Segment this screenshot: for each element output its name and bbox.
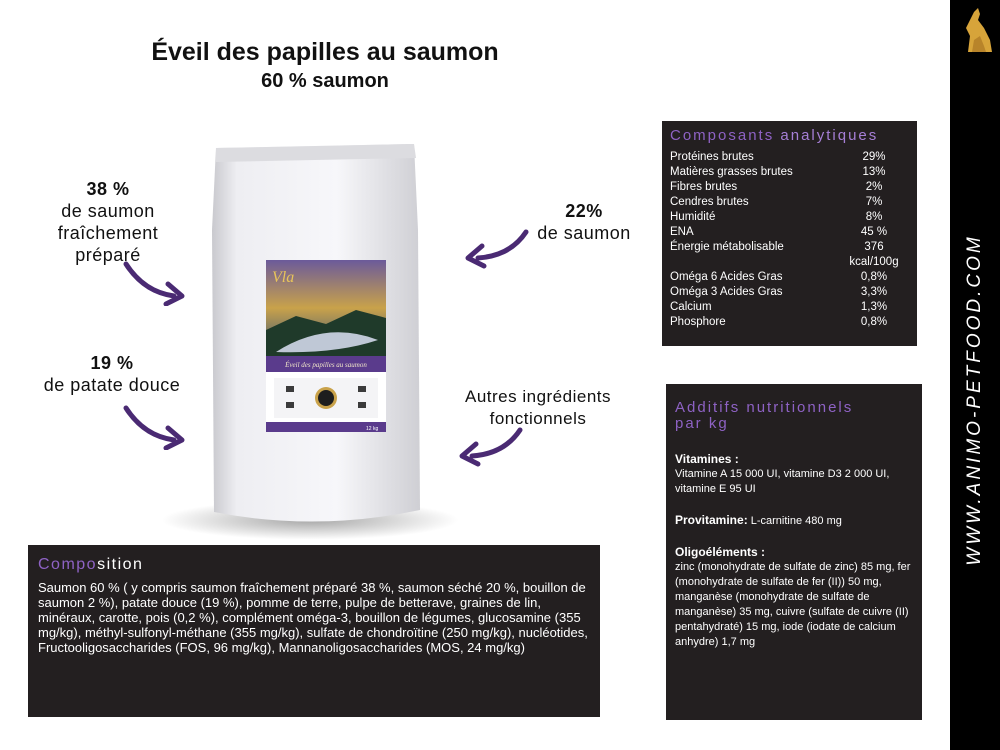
analytics-panel bbox=[662, 121, 917, 346]
analytics-row bbox=[670, 165, 909, 180]
callout-salmon-fresh-pct: 38 % bbox=[86, 179, 130, 199]
analytics-row bbox=[670, 225, 909, 240]
analytics-label: Protéines brutes bbox=[670, 151, 754, 163]
additifs-panel bbox=[666, 384, 922, 720]
callout-salmon-fresh bbox=[38, 178, 178, 266]
callout-sweet-potato-text: de patate douce bbox=[43, 375, 181, 395]
arrow-left-top-icon bbox=[120, 258, 190, 306]
analytics-value: 3,3% bbox=[860, 286, 888, 298]
analytics-row bbox=[670, 180, 909, 195]
analytics-label: Énergie métabolisable bbox=[670, 241, 784, 253]
analytics-row bbox=[670, 195, 909, 210]
analytics-value: 7% bbox=[865, 196, 883, 208]
oligo-heading: Oligoéléments : bbox=[675, 545, 766, 559]
website-url: WWW.ANIMO-PETFOOD.COM bbox=[964, 234, 985, 566]
callout-salmon-fresh-text: de saumon fraîchement préparé bbox=[57, 201, 159, 265]
composition-title-a: Compo bbox=[38, 556, 98, 573]
bag-brand: Vla bbox=[272, 269, 295, 286]
analytics-row bbox=[670, 285, 909, 300]
analytics-title-b: analytiques bbox=[780, 127, 879, 144]
analytics-value: 8% bbox=[865, 211, 883, 223]
callout-salmon-pct: 22% bbox=[565, 201, 603, 221]
composition-title bbox=[38, 557, 590, 572]
arrow-left-bottom-icon bbox=[120, 402, 190, 450]
analytics-row bbox=[670, 240, 909, 270]
callout-other-ingredients: Autres ingrédients fonctionnels bbox=[464, 387, 612, 428]
analytics-row bbox=[670, 315, 909, 330]
analytics-row bbox=[670, 210, 909, 225]
analytics-label: ENA bbox=[670, 226, 694, 238]
additifs-title bbox=[675, 400, 913, 432]
analytics-rows bbox=[670, 150, 909, 330]
analytics-value: 1,3% bbox=[860, 301, 888, 313]
analytics-label: Oméga 6 Acides Gras bbox=[670, 271, 783, 283]
bag-product-name: Éveil des papilles au saumon bbox=[285, 361, 367, 369]
vitamines-heading: Vitamines : bbox=[675, 452, 739, 466]
analytics-label: Cendres brutes bbox=[670, 196, 749, 208]
analytics-value: 45 % bbox=[860, 226, 888, 238]
analytics-row bbox=[670, 300, 909, 315]
product-bag-image bbox=[206, 140, 424, 532]
analytics-title-a: Composants bbox=[670, 127, 775, 144]
analytics-label: Oméga 3 Acides Gras bbox=[670, 286, 783, 298]
dog-logo-icon bbox=[956, 6, 996, 54]
vitamines-text: Vitamine A 15 000 UI, vitamine D3 2 000 UI, vitamine E 95 UI bbox=[675, 468, 890, 495]
analytics-row bbox=[670, 270, 909, 285]
analytics-value: 29% bbox=[862, 151, 886, 163]
analytics-row bbox=[670, 150, 909, 165]
analytics-label: Matières grasses brutes bbox=[670, 166, 793, 178]
arrow-right-bottom-icon bbox=[456, 424, 526, 468]
composition-text: Saumon 60 % ( y compris saumon fraîchement préparé 38 %, saumon séché 20 %, bouillon de saumon 2 %), patate douce (19 %), pomme de terre, pulpe de betterave, graines de lin, minéraux, carotte, pois (0,2 %), complément oméga-3, bouillon de légumes, glucosamine (355 mg/kg), méthyl-sulfonyl-méthane (355 mg/kg), sulfate de chondroïtine (250 mg/kg), nucléotides, Fructooligosaccharides (FOS, 96 mg/kg), Mannanoligosaccharides (MOS, 24 mg/kg) bbox=[38, 580, 588, 655]
additifs-title-b: nutritionnels bbox=[746, 399, 854, 416]
analytics-label: Fibres brutes bbox=[670, 181, 738, 193]
callout-salmon-text: de saumon bbox=[537, 223, 631, 243]
analytics-value: 376 kcal/100g bbox=[849, 241, 899, 268]
arrow-right-top-icon bbox=[462, 226, 532, 270]
callout-salmon bbox=[522, 200, 646, 244]
oligo-text: zinc (monohydrate de sulfate de zinc) 85 mg, fer (monohydrate de sulfate de fer (II)) 50 mg, manganèse (monohydrate de sulfate de manganèse) 35 mg, cuivre (sulfate de cuivre (II) pentahydraté) 15 mg, iode (iodate de calcium anhydre) 1,7 mg bbox=[675, 561, 911, 648]
composition-title-b: sition bbox=[97, 556, 144, 573]
analytics-label: Phosphore bbox=[670, 316, 726, 328]
provitamine-heading: Provitamine: bbox=[675, 513, 748, 527]
analytics-label: Humidité bbox=[670, 211, 716, 223]
analytics-value: 0,8% bbox=[860, 316, 888, 328]
page-subtitle: 60 % saumon bbox=[261, 70, 389, 92]
additifs-title-a: Additifs bbox=[675, 399, 741, 416]
callout-sweet-potato bbox=[22, 352, 202, 396]
bag-weight: 12 kg bbox=[366, 426, 379, 432]
analytics-label: Calcium bbox=[670, 301, 712, 313]
provitamine-line bbox=[675, 513, 913, 529]
analytics-title bbox=[670, 127, 909, 144]
composition-panel bbox=[28, 545, 600, 717]
additifs-title-c: par kg bbox=[675, 415, 729, 432]
callout-sweet-potato-pct: 19 % bbox=[90, 353, 134, 373]
analytics-value: 0,8% bbox=[860, 271, 888, 283]
brand-sidebar bbox=[950, 0, 1000, 750]
page-title: Éveil des papilles au saumon bbox=[151, 38, 499, 66]
analytics-value: 2% bbox=[865, 181, 883, 193]
provitamine-text: L-carnitine 480 mg bbox=[747, 515, 842, 527]
analytics-value: 13% bbox=[862, 166, 886, 178]
